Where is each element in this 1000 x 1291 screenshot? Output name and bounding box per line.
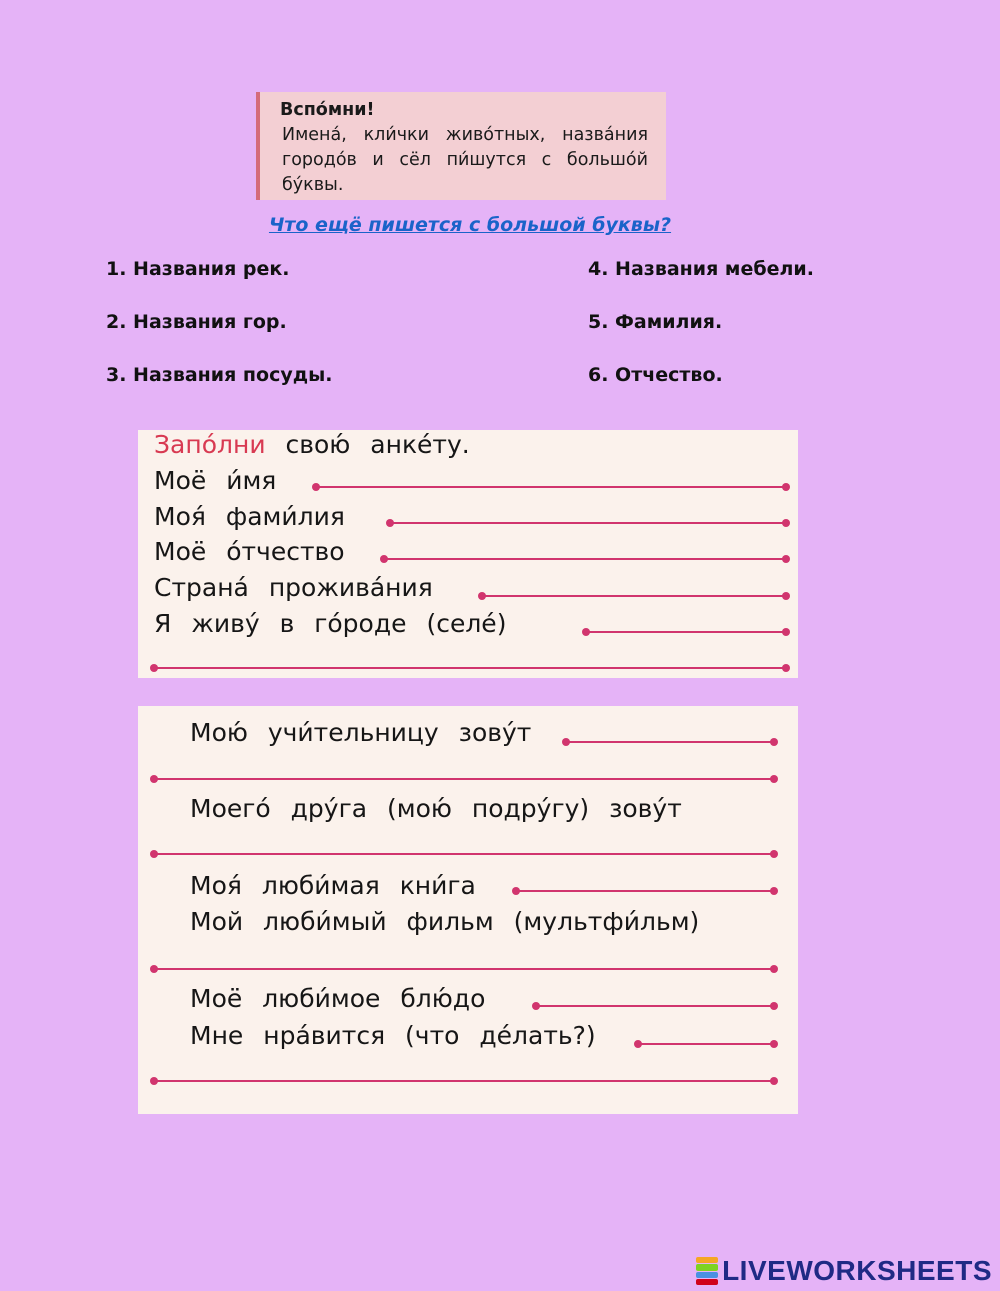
reminder-text: Имена́, кли́чки живо́тных, назва́ния городо́в и сёл пи́шутся с большо́й бу́квы. (282, 125, 648, 195)
label-book: Моя́ люби́мая кни́га (190, 871, 476, 900)
answer-line-teacher[interactable] (566, 741, 774, 743)
favourites-panel (138, 706, 798, 1114)
label-like: Мне нра́вится (что де́лать?) (190, 1021, 596, 1050)
question-heading: Что ещё пишется с большой буквы? (268, 214, 672, 236)
option-1[interactable]: 1. Названия рек. (106, 258, 290, 280)
questionnaire-panel (138, 430, 798, 678)
label-country: Страна́ прожива́ния (154, 573, 433, 602)
logo-text: LIVEWORKSHEETS (722, 1255, 992, 1286)
label-dish: Моё люби́мое блю́до (190, 984, 486, 1013)
logo-icon (696, 1257, 718, 1285)
option-2[interactable]: 2. Названия гор. (106, 311, 287, 333)
option-5[interactable]: 5. Фамилия. (588, 311, 723, 333)
liveworksheets-logo (696, 1254, 992, 1288)
answer-line-film[interactable] (154, 968, 774, 970)
logo-icon-block-1 (696, 1257, 718, 1263)
answer-line-surname[interactable] (390, 522, 786, 524)
option-3[interactable]: 3. Названия посуды. (106, 364, 333, 386)
answer-line-patronymic[interactable] (384, 558, 786, 560)
label-surname: Моя́ фами́лия (154, 502, 345, 531)
answer-line-country[interactable] (482, 595, 786, 597)
answer-line-friend[interactable] (154, 853, 774, 855)
label-friend: Моего́ дру́га (мою́ подру́гу) зову́т (190, 794, 682, 823)
label-film: Мой люби́мый фильм (мультфи́льм) (190, 907, 700, 936)
option-4[interactable]: 4. Названия мебели. (588, 258, 814, 280)
answer-line-name[interactable] (316, 486, 786, 488)
answer-line-like[interactable] (638, 1043, 774, 1045)
answer-line-dish[interactable] (536, 1005, 774, 1007)
reminder-header: Вспо́мни! (280, 100, 375, 120)
option-6[interactable]: 6. Отчество. (588, 364, 723, 386)
answer-line-extra[interactable] (154, 667, 786, 669)
answer-line-city[interactable] (586, 631, 786, 633)
logo-icon-block-4 (696, 1279, 718, 1285)
answer-line-teacher-2[interactable] (154, 778, 774, 780)
logo-icon-block-3 (696, 1272, 718, 1278)
answer-line-book[interactable] (516, 890, 774, 892)
label-patronymic: Моё о́тчество (154, 537, 345, 566)
panel1-title-rest: свою́ анке́ту. (285, 430, 470, 459)
answer-line-like-2[interactable] (154, 1080, 774, 1082)
panel1-title (154, 430, 470, 459)
panel1-title-accent: Запо́лни (154, 430, 266, 459)
reminder-box (256, 92, 666, 200)
label-name: Моё и́мя (154, 466, 277, 495)
label-city: Я живу́ в го́роде (селе́) (154, 609, 507, 638)
logo-icon-block-2 (696, 1264, 718, 1270)
label-teacher: Мою́ учи́тельницу зову́т (190, 718, 532, 747)
